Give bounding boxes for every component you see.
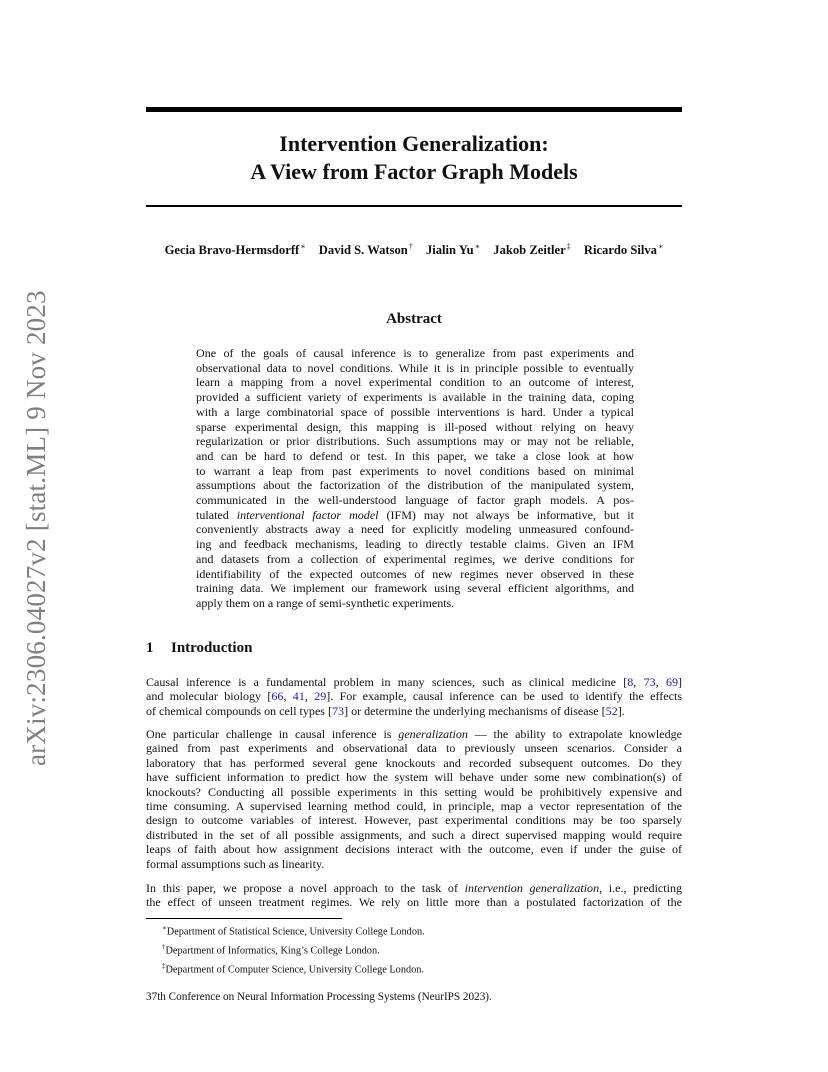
paragraph-line: leaps of faith about how assignment decisions interact with the outcome, even if under the guise of <box>146 842 682 857</box>
footnote-mark: ∗ <box>162 924 167 932</box>
title-line: A View from Factor Graph Models <box>250 159 578 184</box>
abstract-line: One of the goals of causal inference is to generalize from past experiments and <box>196 346 634 360</box>
paragraph <box>146 881 682 910</box>
text-span: , <box>633 675 644 689</box>
paragraph-line: have sufficient information to predict how the system will behave under some new combination(s) of <box>146 770 682 785</box>
abstract-line: regularization or prior distributions. Such assumptions may or may not be reliable, <box>196 434 634 449</box>
paragraph-line <box>146 881 682 895</box>
footnote-text: Department of Statistical Science, University College London. <box>166 926 425 938</box>
abstract-line: with a large combinatorial space of possible interventions is hard. Under a typical <box>196 404 634 419</box>
section-heading <box>146 640 252 657</box>
paragraph-line: knockouts? Conducting all possible experiments in this setting would be prohibitively expensive and <box>146 784 682 799</box>
emphasized-term: intervention generalization <box>464 881 600 895</box>
author-name: Jialin Yu <box>425 243 474 258</box>
text-span: Causal inference is a fundamental problem in many sciences, such as clinical medicine [ <box>146 675 628 689</box>
footnote-text: Department of Informatics, King’s College London. <box>165 945 380 957</box>
affiliation-mark: ‡ <box>566 242 571 251</box>
footnote-mark: ‡ <box>162 962 166 971</box>
paragraph-line <box>146 689 682 703</box>
abstract-line: training data. We implement our framework using several efficient algorithms, and <box>196 581 634 596</box>
text-span: tulated <box>196 507 237 522</box>
abstract-heading: Abstract <box>386 311 442 327</box>
affiliation-mark: ∗ <box>474 242 481 251</box>
paragraph-line: time consuming. A supervised learning method could, in principle, map a vector representation of the <box>146 799 682 814</box>
paragraph-line: gained from past experiments and observational data to previously unseen scenarios. Consider a <box>146 741 682 756</box>
footnote <box>162 940 425 959</box>
footnote <box>162 959 425 978</box>
paragraph <box>146 727 682 871</box>
abstract-line: communicated in the well-understood language of factor graph models. A pos- <box>196 493 634 508</box>
text-span: ]. <box>617 703 625 718</box>
author <box>584 243 664 257</box>
text-span: One particular challenge in causal inference is <box>146 727 399 741</box>
footnotes <box>162 921 425 978</box>
text-span: and molecular biology [ <box>146 689 272 704</box>
title-bottom-rule <box>146 205 682 207</box>
emphasized-term: generalization <box>398 727 468 741</box>
footnote-rule <box>146 918 342 919</box>
affiliation-mark: ∗ <box>657 242 664 251</box>
citation-link[interactable]: 29 <box>314 689 327 704</box>
citation-link[interactable]: 8 <box>627 675 634 689</box>
footnote <box>162 921 425 940</box>
abstract-line: sparse experimental design, this mapping is ill-posed without relying on heavy <box>196 419 634 434</box>
affiliation-mark: † <box>408 242 413 251</box>
paragraph-line: laboratory that has performed several gene knockouts and recorded subsequent outcomes. Do they <box>146 755 682 770</box>
abstract-line: assumptions about the factorization of the distribution of the manipulated system, <box>196 478 634 493</box>
abstract-line: conveniently abstracts away a need for explicitly modeling unmeasured confound- <box>196 522 634 537</box>
author-list <box>140 242 688 258</box>
citation-link[interactable]: 73 <box>643 675 656 689</box>
text-span: In this paper, we propose a novel approach to the task of <box>146 881 465 895</box>
text-span: — the ability to extrapolate knowledge <box>467 727 682 741</box>
citation-link[interactable]: 73 <box>332 703 345 718</box>
title-top-rule <box>146 107 682 112</box>
author-name: Gecia Bravo-Hermsdorff <box>164 243 300 258</box>
paragraph-line <box>146 675 682 689</box>
text-span: , <box>283 689 293 704</box>
paragraph-line: formal assumptions such as linearity. <box>146 856 325 871</box>
paragraph-line <box>146 727 682 741</box>
abstract-line: to warrant a leap from past experiments to novel conditions based on minimal <box>196 463 634 478</box>
abstract-line: and datasets from a collection of experimental regimes, we derive conditions for <box>196 551 634 566</box>
text-span: ] <box>677 675 682 689</box>
abstract-line: and can be hard to defend or test. In this paper, we take a close look at how <box>196 448 634 463</box>
venue-note: 37th Conference on Neural Information Processing Systems (NeurIPS 2023). <box>146 991 492 1003</box>
affiliation-mark: ∗ <box>300 242 306 251</box>
footnote-text: Department of Computer Science, University College London. <box>165 964 425 976</box>
footnote-mark: † <box>162 943 166 952</box>
text-span: ] or determine the underlying mechanisms of disease [ <box>344 703 606 718</box>
abstract-line <box>196 508 634 523</box>
citation-link[interactable]: 66 <box>271 689 284 704</box>
text-span: , i.e., predicting <box>599 881 683 895</box>
section-title: Introduction <box>171 640 253 656</box>
author <box>319 243 413 257</box>
author-name: David S. Watson <box>318 243 408 258</box>
citation-link[interactable]: 41 <box>292 689 305 704</box>
abstract-line: ing and feedback mechanisms, leading to directly testable claims. Given an IFM <box>196 537 634 552</box>
abstract-line: observational data to novel conditions. While it is in principle possible to eventually <box>196 360 634 375</box>
text-span: , <box>304 689 315 704</box>
title-line: Intervention Generalization: <box>279 131 549 156</box>
arxiv-identifier: arXiv:2306.04027v2 [stat.ML] 9 Nov 2023 <box>21 290 51 766</box>
paragraph <box>146 675 682 718</box>
author <box>426 243 480 257</box>
abstract-body <box>196 346 634 611</box>
abstract-line: provided a sufficient variety of experiments is available in the training data, coping <box>196 390 634 405</box>
author-name: Jakob Zeitler <box>493 243 566 258</box>
emphasized-term: interventional factor model <box>236 507 379 522</box>
abstract-line: identifiability of the expected outcomes of new regimes never observed in these <box>196 566 634 581</box>
abstract-line: apply them on a range of semi-synthetic experiments. <box>196 595 455 610</box>
section-number: 1 <box>146 640 154 656</box>
paragraph-line: the effect of unseen treatment regimes. We rely on little more than a postulated factorization of the <box>146 895 682 910</box>
text-span: of chemical compounds on cell types [ <box>146 703 333 718</box>
paragraph-line <box>146 704 682 718</box>
text-span: , <box>655 675 666 689</box>
citation-link[interactable]: 52 <box>605 703 618 718</box>
paragraph-line: distributed in the set of all possible assignments, and such a direct supervised mapping would require <box>146 827 682 842</box>
text-span: ]. For example, causal inference can be used to identify the effects <box>326 689 683 704</box>
author <box>165 243 306 257</box>
paper-title <box>146 130 682 186</box>
author <box>493 243 570 257</box>
paragraph-line: design to outcome variables of interest. However, past experimental conditions may be too sparsely <box>146 813 682 828</box>
abstract-line: learn a mapping from a novel experimental condition to an outcome of interest, <box>196 375 634 390</box>
author-name: Ricardo Silva <box>583 243 657 258</box>
text-span: (IFM) may not always be informative, but it <box>378 507 635 522</box>
citation-link[interactable]: 69 <box>665 675 678 689</box>
